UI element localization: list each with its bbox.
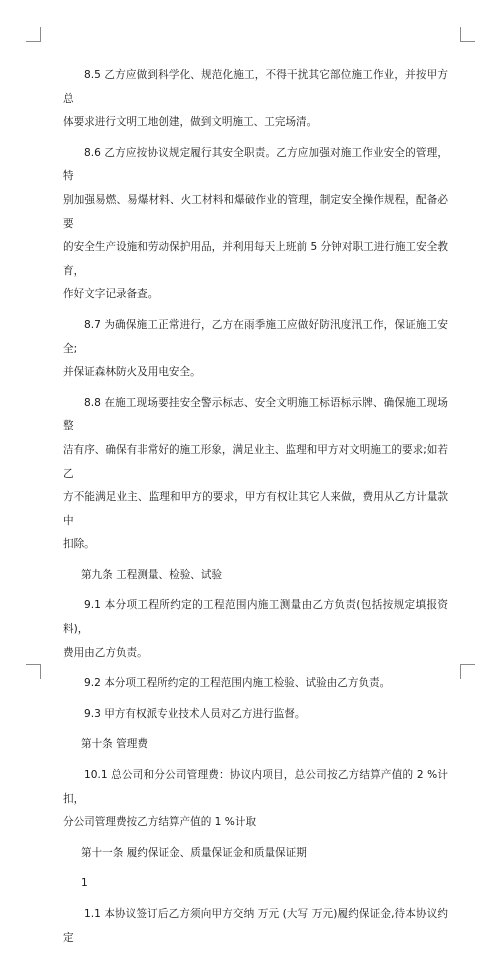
text-line: 体要求进行文明工地创建，做到文明施工、工完场清。 xyxy=(63,116,318,129)
article-11-heading: 第十一条 履约保证金、质量保证金和质量保证期 xyxy=(81,846,307,859)
article-9-heading: 第九条 工程测量、检验、试验 xyxy=(81,568,223,581)
paragraph-9-1 xyxy=(63,594,448,665)
text-line: 10.1 总公司和分公司管理费：协议内项目，总公司按乙方结算产值的 2 %计扣， xyxy=(63,769,448,805)
text-line: 扣除。 xyxy=(63,538,95,551)
paragraph-9-3 xyxy=(63,703,448,727)
paragraph-8-7 xyxy=(63,314,448,385)
article-10-heading: 第十条 管理费 xyxy=(81,738,148,751)
text-line: 费用由乙方负责。 xyxy=(63,646,148,659)
text-line: 并保证森林防火及用电安全。 xyxy=(63,366,201,379)
crop-mark-top-left xyxy=(26,27,41,42)
crop-mark-top-right xyxy=(460,27,475,42)
text-line: 的安全生产设施和劳动保护用品，并利用每天上班前 5 分钟对职工进行施工安全教育， xyxy=(63,241,448,277)
text-line: 8.5 乙方应做到科学化、规范化施工，不得干扰其它部位施工作业，并按甲方总 xyxy=(63,69,448,105)
text-line: 8.7 为确保施工正常进行，乙方在雨季施工应做好防汛度汛工作，保证施工安全; xyxy=(63,318,448,355)
text-line: 作好文字记录备查。 xyxy=(63,288,159,301)
section-number: 1 xyxy=(81,877,88,890)
text-line: 1.1 本协议签订后乙方须向甲方交纳 万元 (大写 万元)履约保证金,待本协议约定 xyxy=(63,908,448,944)
document-body xyxy=(63,64,448,957)
text-line: 洁有序、确保有非常好的施工形象，满足业主、监理和甲方对文明施工的要求;如若乙 xyxy=(63,443,448,480)
text-line: 9.3 甲方有权派专业技术人员对乙方进行监督。 xyxy=(84,707,306,720)
paragraph-8-5 xyxy=(63,64,448,135)
paragraph-8-8 xyxy=(63,392,448,557)
crop-mark-bottom-right xyxy=(460,664,475,679)
paragraph-1-1 xyxy=(63,903,448,950)
text-line: 9.1 本分项工程所约定的工程范围内施工测量由乙方负责(包括按规定填报资料)， xyxy=(63,599,448,636)
text-line: 分公司管理费按乙方结算产值的 1 %计取 xyxy=(63,816,257,829)
text-line: 方不能满足业主、监理和甲方的要求，甲方有权让其它人来做，费用从乙方计量款中 xyxy=(63,491,448,527)
paragraph-9-2 xyxy=(63,672,448,696)
text-line: 8.8 在施工现场要挂安全警示标志、安全文明施工标语标示牌、确保施工现场整 xyxy=(63,396,448,433)
text-line: 8.6 乙方应按协议规定履行其安全职责。乙方应加强对施工作业安全的管理，特 xyxy=(63,146,448,183)
crop-mark-bottom-left xyxy=(26,664,41,679)
text-line: 别加强易燃、易爆材料、火工材料和爆破作业的管理，制定安全操作规程，配备必要 xyxy=(63,193,448,230)
text-line: 9.2 本分项工程所约定的工程范围内施工检验、试验由乙方负责。 xyxy=(84,677,391,690)
paragraph-10-1 xyxy=(63,764,448,835)
paragraph-8-6 xyxy=(63,142,448,307)
